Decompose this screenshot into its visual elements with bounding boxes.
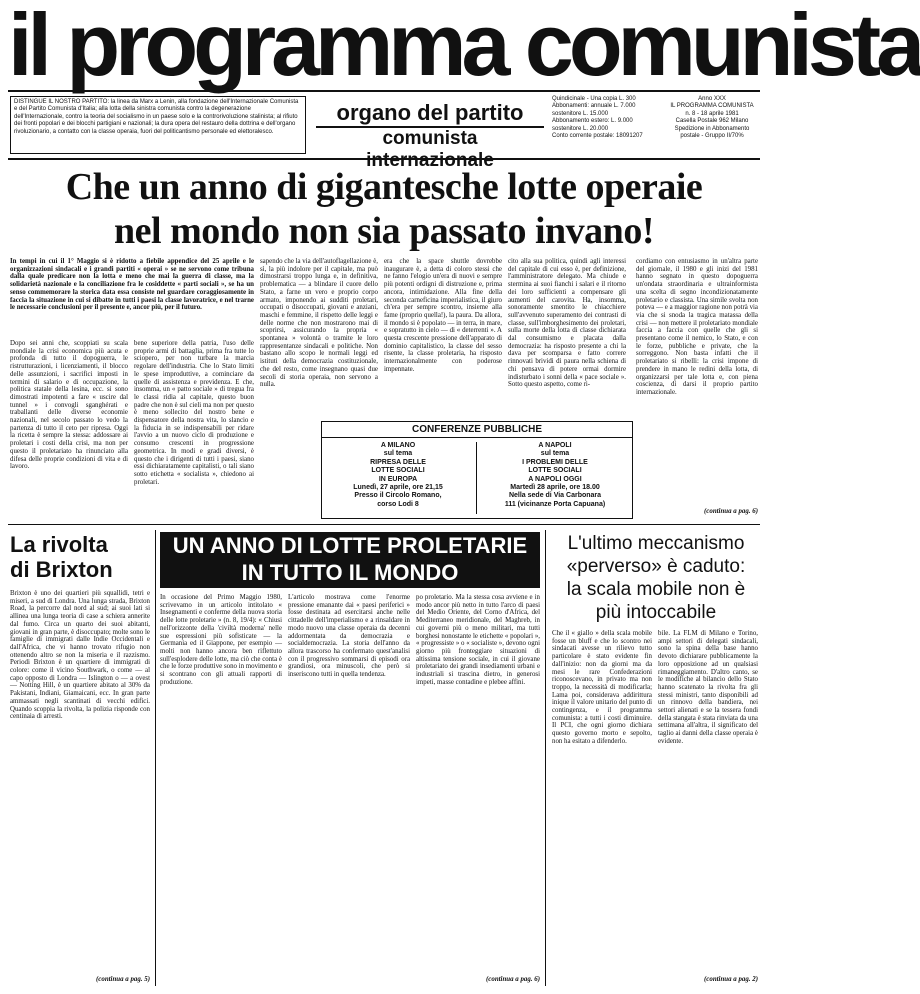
main-article-col-2: bene superiore della patria, l'uso delle proprie armi di battaglia, prima fra tutte lo sciopero, per non turbare la marcia regolare dell'industria. Che lo Stato limiti le spese improduttive, a cominciare da quelle di assistenza e previdenza. E che, insomma, un « patto sociale » di tregua fra le classi ridia al capitale, questo buon padre che non è sul cieli ma non per questo è meno sollecito del nostro bene e dispensatore della nostra vita, lo slancio e la fiducia in se indispensabili per ridare l'avvio a un nuovo ciclo di produzione e consumo crescenti in progressione geometrica. In modi e gradi diversi, è questo che i dirigenti di tutti i paesi, siano essi dichiaratamente capitalisti, o tali siano sotto etichetta « socialista », chiedono ai proletari. bbox=[134, 340, 254, 486]
masthead-title: il programma comunista bbox=[8, 0, 920, 94]
main-article-continua: (continua a pag. 6) bbox=[704, 508, 758, 515]
organ-line-1: organo del partito bbox=[336, 100, 524, 125]
subscription-line: Quindicinale - Una copia L. 300 bbox=[552, 96, 636, 102]
main-article-col-6: cordiamo con entusiasmo in un'altra parte del giornale, il 1980 e gli inizi del 1981 hanno segnato in questo dopoguerra un'ondata straordinaria e ultrainformista una scelta di segno incondizionatamente proletario e classista. Una simile svolta non poteva — e a maggior ragione non potrà via via che si snoda la tragica matassa della crisi — non mettere il proletariato mondiale faccia a faccia con quelle che gli si presentano come il nemico, lo Stato, e con le forze, pubbliche e private, che la sorreggono. Non basta infatti che il proletariato si ribelli: la crisi impone di prendere in mano le redini della lotta, di organizzarsi per tale lotta e, con piena coscienza, di darsi il proprio partito internazionale. bbox=[636, 258, 758, 396]
conference-line: 111 (vicinanze Porta Capuana) bbox=[504, 500, 606, 508]
conference-line: RIPRESA DELLE bbox=[370, 458, 426, 466]
scala-col-1: Che il « giallo » della scala mobile fosse un bluff e che lo scontro nei sindacati avesse un rilievo tutto particolare è stato evidente fin dall'inizio: non da giorni ma da mesi le rare Confederazioni riconoscevano, in privato ma non troppo, la necessità di modificarla; Lama poi, considerava addirittura inique il valore unitario del punto di contingenza, e il programma comunista: a tutti i costi diminuire. Il PCI, che ogni giorno dichiara questo governo morto e sepolto, non ha esitato a difenderlo. bbox=[552, 630, 652, 745]
organ-title bbox=[316, 100, 544, 172]
main-article-col-3: sapendo che la via dell'autoflagellazione è, sì, la più indolore per il capitale, ma può dimostrarsi troppo lunga e, in definitiva, problematica — a blindare il cuore dello Stato, a farne un vero e proprio corpo armato, imponendo ai sudditi proletari, occupati o disoccupati, giovani e anziani, maschi e femmine, il rispetto delle leggi e delle norme che non mostrarono mai di scoprirsi, assicurando la propria « spontanea » volontà o tramite le loro rappresentanze sindacali e politiche. Non bastano allo scopo le normali leggi ed istituti della democrazia costituzionale, che del resto, come insegnano quasi due secoli di storia operaia, non servono a nulla. bbox=[260, 258, 378, 389]
scala-col-2: bile. La FLM di Milano e Torino, ampi settori di delegati sindacali, sono la spina della base hanno devoto dichiarare pubblicamente la loro opposizione ad un qualsiasi rimaneggiamento. D'altro canto, se le modifiche al bilancio dello Stato hanno scatenato la rivolta fra gli stessi ministri, tanto disponibili ad un rinnovo della bandiera, nei settori alienati e se la tessera fondi della stangata è stata rinviata da una settimana all'altra, il significato del taglio ai danni della classe operaia è evidente. bbox=[658, 630, 758, 745]
conference-line: Nella sede di Via Carbonara bbox=[508, 492, 602, 500]
main-article-lead: In tempi in cui il 1° Maggio si è ridotto a fiebile appendice del 25 aprile e le organizzazioni sindacali e i grandi partiti « operai » se ne servono come tribuna dalla quale predicare non la lotta e meno che mai la guerra di classe, ma la solidarietà nazionale e la conciliazione fra le cosiddette « parti sociali », se ha un senso commemorare la storica data essa consiste nel guardare coraggiosamente in faccia la situazione in cui si dibatte in tutti i paesi la classe lavoratrice, e nel trarne le necessarie conclusioni per il presente e, ancor più, per il futuro. bbox=[10, 258, 254, 312]
conference-napoli bbox=[479, 442, 631, 509]
masthead-rule bbox=[8, 90, 760, 92]
conference-line: IN EUROPA bbox=[378, 475, 418, 483]
anno-lotte-title bbox=[160, 532, 540, 588]
main-article-col-5: cito alla sua politica, quindi agli interessi del capitale di cui esso è, per definizione, l'amministratore delegato. Ma chiude e stermina ai suoi fianchi i salari e il ritorno dei loro sufficienti a compensare gli aumenti del carovita. Ha, insomma, sonoramente smentito le chiacchiere sull'avvenuto superamento dei contrasti di classe, sull'imborghesimento dei proletari, sulla morte della lotta di classe dichiarata dal consumismo e placata dalla democrazia: ha risposto presente a chi la dava per scomparsa e fatto correre rinnovati brividi di paura nella schiena di chi pensava di potere ormai dormire indisturbato i sonni della « pace sociale ». Sotto questo aspetto, come ri- bbox=[508, 258, 626, 389]
conference-line: A NAPOLI OGGI bbox=[528, 475, 582, 483]
issue-line: postale - Gruppo II/70% bbox=[680, 133, 744, 140]
anno-title-line-2: IN TUTTO IL MONDO bbox=[241, 560, 459, 585]
conference-line: A MILANO bbox=[380, 442, 416, 449]
conference-line: sul tema bbox=[383, 450, 413, 458]
conference-line: A NAPOLI bbox=[538, 442, 572, 449]
conference-milano bbox=[322, 442, 474, 509]
anno-col-3: po proletario. Ma la stessa cosa avviene e in modo ancor più netto in tutto l'arco di paesi del Medio Oriente, del Corno d'Africa, del Mediterraneo meridionale, del Maghreb, in cui governi più o meno militari, ma tutti borghesi nonostante le etichette « popolari », « progressiste » o « socialiste », devono ogni giorno più fronteggiare situazioni di altissima tensione sociale, in cui il giovane proletariato dei grandi insediamenti urbani e industriali si trascina dietro, in generosi impeti, masse contadine e plebee affini. bbox=[416, 594, 540, 686]
scala-title-line-2: «perverso» è caduto: bbox=[566, 556, 746, 577]
party-principles-text: DISTINGUE IL NOSTRO PARTITO: la linea da Marx a Lenin, alla fondazione dell'Internazionale Comunista e del Partito Comunista d'Italia; alla lotta della sinistra comunista contro la degenerazione dell'Internazionale, contro la teoria del socialismo in un paese solo e la controrivoluzione stalinista; al rifiuto dei fronti popolari e dei blocchi partigiani e nazionali; la dura opera del restauro della dottrina e dell'organo rivoluzionario, a contatto con la classe operaia, fuori del politicantismo personale ed elettoralesco. bbox=[14, 99, 299, 135]
issue-line: Anno XXX bbox=[698, 96, 726, 102]
issue-info bbox=[664, 96, 760, 154]
brixton-title bbox=[10, 532, 150, 582]
anno-col-2: L'articolo mostrava come l'enorme pressione emanante dai « paesi periferici » fosse destinata ad esercitarsi anche nelle cittadelle dell'imperialismo e a rinsaldare in modo nuovo una classe operaia da decenni addormentata da democrazia e socialdemocrazia. La storia dell'anno da allora trascorso ha confermato quest'analisi con il progressivo sommarsi di episodi ora grandiosi, ora minuscoli, che però si inseriscono tutti in quella tendenza. bbox=[288, 594, 410, 679]
conference-line: LOTTE SOCIALI bbox=[371, 467, 425, 475]
scala-title-line-3: la scala mobile non è bbox=[566, 579, 746, 600]
main-article-col-4: era che la space shuttle dovrebbe inaugurare è, a detta di coloro stessi che ne fanno l'elogio un'era di nuovi e sempre più potenti ordigni di distruzione e, prima ancora, intimidazione. Alla fine della seconda carneficina imperialistica, il giuro ch'era per sempre scontro, insieme alla fame (proprio quella!), la paura. Da allora, il mondo si è popolato — in terra, in mare, e sopratutto in cielo — di « deterrenti ». A questa crescente pressione dell'apparato di dominio capitalistico, la classe del sesso risente, la classe proletaria, ha risposto internazionalmente con poderose impennate. bbox=[384, 258, 502, 373]
column-divider bbox=[155, 530, 156, 986]
subscription-line: sostenitore L. 15.000 bbox=[552, 110, 609, 117]
main-headline-line-2: nel mondo non sia passato invano! bbox=[114, 210, 654, 252]
conference-line: corso Lodi 8 bbox=[377, 500, 419, 508]
brixton-continua: (continua a pag. 5) bbox=[96, 976, 150, 983]
anno-title-line-1: UN ANNO DI LOTTE PROLETARIE bbox=[172, 533, 528, 558]
organ-line-2: comunista internazionale bbox=[316, 126, 544, 172]
main-article-col-1: Dopo sei anni che, scoppiati su scala mondiale la crisi economica più acuta e profonda di tutto il dopoguerra, le ristrutturazioni, i licenziamenti, il blocco delle assunzioni, i sacrifici imposti in termini di salario e di occupazione, la politica statale della lesina, ecc. si sono dimostrati impotenti a fare « uscire dal tunnel » i convogli sganghérati e traballanti delle diverse economie nazionali, nel secolo passato lo vedo la partenza di tutto il ceto per ripresa. Oggi la ricetta è sempre la stessa: addossare ai proletari i costi della crisi, ma non per questo il proletariato ha rinunciato alla difesa delle proprie condizioni di vita e di lavoro. bbox=[10, 340, 128, 471]
brixton-title-line-1: La rivolta bbox=[10, 532, 108, 557]
issue-line: Casella Postale 962 Milano bbox=[675, 118, 749, 125]
conferences-box bbox=[321, 421, 633, 519]
subscription-line: sostenitore L. 20.000 bbox=[552, 125, 609, 132]
main-headline-line-1: Che un anno di gigantesche lotte operaie bbox=[65, 166, 703, 208]
scala-title-line-4: più intoccabile bbox=[595, 602, 717, 623]
conferences-divider bbox=[476, 442, 477, 514]
conferences-title: CONFERENZE PUBBLICHE bbox=[322, 422, 632, 438]
conference-line: I PROBLEMI DELLE bbox=[522, 458, 588, 466]
subscription-line: Abbonamento estero: L. 9.000 bbox=[552, 118, 633, 125]
scala-title-line-1: L'ultimo meccanismo bbox=[567, 533, 745, 554]
conference-line: sul tema bbox=[540, 450, 570, 458]
subscriptions bbox=[552, 96, 660, 154]
conference-line: Lunedì, 27 aprile, ore 21,15 bbox=[353, 484, 443, 492]
issue-line: IL PROGRAMMA COMUNISTA bbox=[670, 103, 754, 110]
column-divider bbox=[545, 530, 546, 986]
party-principles-box bbox=[10, 96, 306, 154]
anno-col-1: In occasione del Primo Maggio 1980, scrivevamo in un articolo intitolato « Insegnamenti e conferme della nuova storia delle lotte proletarie » (n. 8, 19/4): « Chiusi nell'orizzonte della 'civiltà moderna' nelle sue espressioni più sofisticate — la Germania ed il Giappone, per esempio — molti non hanno ancora ben riflettuto sull'esplodere delle lotte, ma ciò che conta è che le forze produttive sono in movimento e si scontrano con gli attuali rapporti di produzione. bbox=[160, 594, 282, 686]
issue-line: Spedizione in Abbonamento bbox=[674, 125, 750, 132]
scala-continua: (continua a pag. 2) bbox=[704, 976, 758, 983]
anno-continua: (continua a pag. 6) bbox=[486, 976, 540, 983]
conference-line: Presso il Circolo Romano, bbox=[354, 492, 442, 500]
subscription-line: Conto corrente postale: 18091207 bbox=[552, 133, 643, 140]
scala-mobile-title bbox=[552, 532, 760, 624]
conference-line: Martedì 28 aprile, ore 18.00 bbox=[510, 484, 600, 492]
conference-line: LOTTE SOCIALI bbox=[528, 467, 582, 475]
header-rule bbox=[8, 158, 760, 160]
section-rule bbox=[8, 524, 760, 525]
brixton-title-line-2: di Brixton bbox=[10, 557, 113, 582]
subscription-line: Abbonamenti: annuale L. 7.000 bbox=[552, 103, 636, 110]
brixton-text: Brixton è uno dei quartieri più squallidi, tetri e miseri, a sud di Londra. Una lunga strada, Brixton Road, la percorre dal nord al sud; ai suoi lati si allinea una lunga teoria di case a schiera annerite dal fumo. Circa un quarto dei suoi abitanti, giovani in gran parte, è disoccupato; molte sono le famiglie di immigrati dalle Indie Occidentali e dall'Africa, che vi hanno trovato rifugio non ottenendo altro se non la miseria e il razzismo. Periodi Brixton è un quartiere di immigrati di colore: come il vicino Southwark, o come — al capo opposto di Londra — Islington o — a ovest — Notting Hill, è un quartiere abitato al 30% da Pakistani, Indiani, Giamaicani, ecc. In gran parte ammassati negli scantinati di vecchi edifici. Quando scoppia la rivolta, la polizia risponde con centinaia di arresti. bbox=[10, 590, 150, 721]
issue-line: n. 8 - 18 aprile 1981 bbox=[685, 110, 739, 117]
